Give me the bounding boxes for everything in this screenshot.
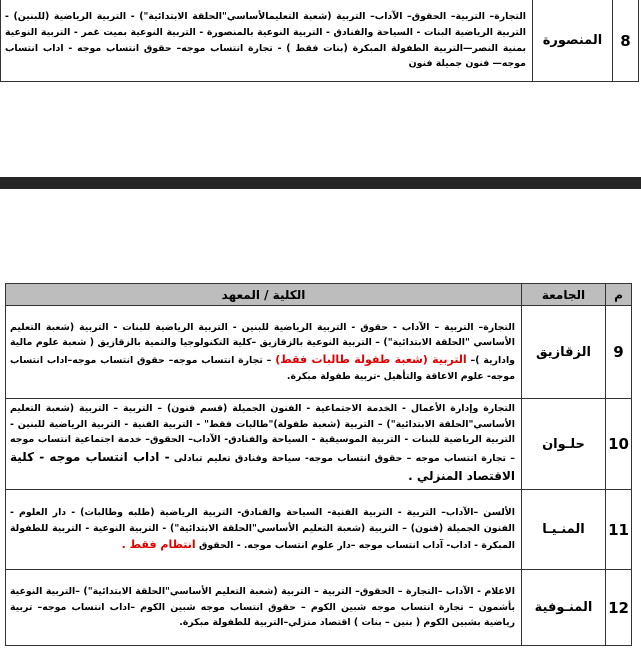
- faculties-text: التجارة– التربية– الحقوق– الآداب– التربية (شعبة التعليمالأساسي"الحلقة الابتدائية") - التربية الرياضية (للبنين) - التربية الرياضية البنات - السياحة والفنادق - التربية النوعية بالمنصورة - التربية النوعية بميت غمر - التربية النوعية بمنية النصر—التربية الطفولة المبكرة (بنات فقط ) - تجارة انتساب موجه– حقوق انتساب موجه - اداب انتساب موجه— فنون جميلة فنون: [1, 0, 533, 82]
- faculties-tail-text: – تجارة انتساب موجه– حقوق انتساب موجه–اداب انتساب موجه- علوم الاعاقة والتأهيل -تربية طفولة مبكرة.: [10, 354, 515, 382]
- university-name: الزقازيق: [522, 306, 606, 399]
- row-number: 11: [606, 490, 632, 570]
- faculties-main-text: التجارة وإدارة الأعمال - الخدمة الاجتماعية - الفنون الجميلة (قسم فنون) – التربية – التربية (شعبة التعليم الأساسي"الحلقة الابتدائية") – التربية (شعبة طفولة)"طالبات فقط" - التربية الفنية - التربية الرياضية للبنين - التربية الرياضية للبنات - التربية الموسيقية - السياحة والفنادق- الآداب– الحقوق– خدمة اجتماعية انتساب موجه – تجارة انتساب موجه – حقوق انتساب موجه- سياحة وفنادق تعليم تبادلى: [10, 403, 515, 464]
- header-num: م: [606, 284, 632, 306]
- university-name: المنـيـا: [522, 490, 606, 570]
- header-faculty: الكلية / المعهد: [6, 284, 522, 306]
- faculties-highlight-text: التربية (شعبة طفولة طالبات فقط): [275, 352, 467, 366]
- faculties-text: الاعلام - الآداب –التجارة – الحقوق– التربية – التربية (شعبة التعليم الأساسي"الحلقة الابتدائية") –التربية النوعية بأشمون – تجارة انتساب موجه شبين الكوم – حقوق انتساب موجه شبين الكوم –اداب انتساب موجه– تربية رياضية بشبين الكوم ( بنين – بنات ) اقتصاد منزلي–التربية للطفولة مبكرة.: [6, 570, 522, 646]
- table-row: [6, 570, 632, 646]
- table-row: [1, 0, 639, 82]
- faculties-main-text: التجارة– التربية – الآداب - حقوق - التربية الرياضية للبنين - التربية الرياضية للبنات - التربية (شعبة التعليم الأساسي "الحلقة الابتدائية") – التربية النوعية بالزقازيق –كلية التكنولوجيا والتمية بالزقازيق ( شعبة علوم مالية وادارية )–: [10, 321, 516, 366]
- faculties-text: [6, 399, 522, 490]
- row-number: 12: [606, 570, 632, 646]
- faculties-text: [6, 490, 522, 570]
- faculties-highlight-text: انتظام فقط .: [121, 538, 196, 552]
- faculties-text: [6, 306, 522, 399]
- row-number: 9: [606, 306, 632, 399]
- top-table: [0, 0, 639, 82]
- section-divider-band: [0, 177, 641, 189]
- row-number: 8: [613, 0, 639, 82]
- header-university: الجامعة: [522, 284, 606, 306]
- university-name: المنصورة: [533, 0, 613, 82]
- table-row: [6, 490, 632, 570]
- faculties-last-line: - اداب انتساب موجه - كلية الاقتصاد المنزلي .: [10, 449, 515, 484]
- table-row: [6, 399, 632, 490]
- university-name: المنـوفية: [522, 570, 606, 646]
- table-header-row: [6, 284, 632, 306]
- universities-table: [5, 283, 632, 646]
- university-name: حلـوان: [522, 399, 606, 490]
- faculties-main-text: الألسن –الآداب– التربية - التربية الفنية- السياحة والفنادق- التربية الرياضية (طلبه وطالبات) - دار العلوم - الفنون الجميلة (فنون) – التربية (شعبة التعليم الأساسي"الحلقة الابتدائية") - التربية النوعية - التربية للطفولة المبكرة - اداب- آداب انتساب موجه –دار علوم انتساب موجه. - الحقوق: [10, 507, 515, 552]
- table-row: [6, 306, 632, 399]
- row-number: 10: [606, 399, 632, 490]
